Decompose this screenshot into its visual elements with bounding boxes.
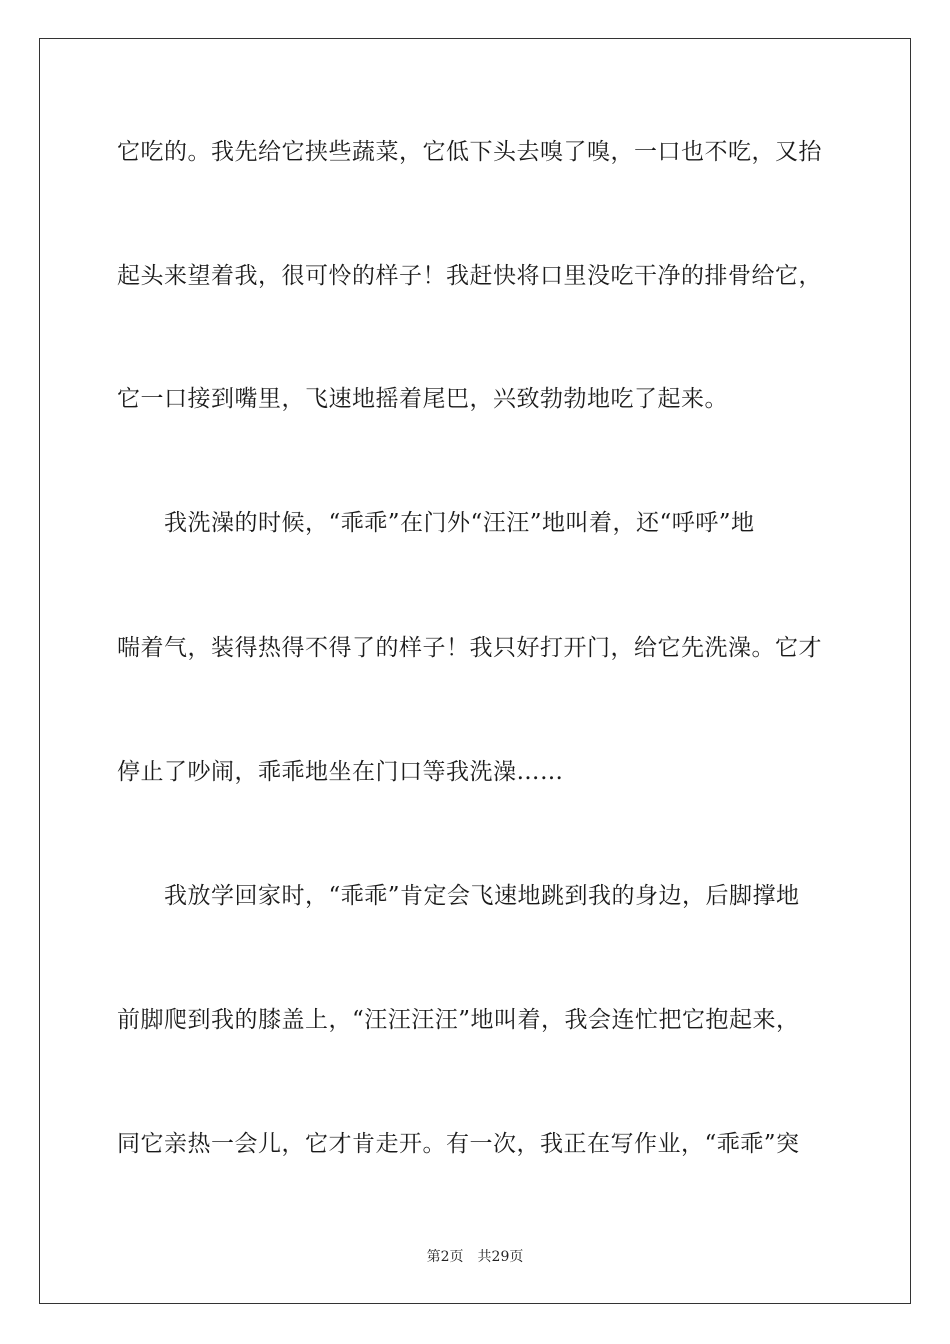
page-total: 共29页 (477, 1249, 524, 1265)
text-line: 前脚爬到我的膝盖上，“汪汪汪汪”地叫着，我会连忙把它抱起来， (117, 1007, 800, 1033)
page-footer (0, 1247, 950, 1267)
page-frame (39, 38, 911, 1304)
text-line: 停止了吵闹，乖乖地坐在门口等我洗澡…… (117, 759, 564, 785)
text-line: 同它亲热一会儿，它才肯走开。有一次，我正在写作业，“乖乖”突 (117, 1131, 800, 1157)
page-number: 第2页 (426, 1249, 464, 1265)
text-line: 我洗澡的时候，“乖乖”在门外“汪汪”地叫着，还“呼呼”地 (117, 510, 755, 536)
text-line: 我放学回家时，“乖乖”肯定会飞速地跳到我的身边，后脚撑地 (117, 883, 800, 909)
text-line: 它吃的。我先给它挟些蔬菜，它低下头去嗅了嗅，一口也不吃，又抬 (117, 139, 822, 165)
text-line: 喘着气，装得热得不得了的样子！我只好打开门，给它先洗澡。它才 (117, 635, 822, 661)
text-line: 它一口接到嘴里，飞速地摇着尾巴，兴致勃勃地吃了起来。 (117, 386, 728, 412)
text-line: 起头来望着我，很可怜的样子！我赶快将口里没吃干净的排骨给它， (117, 263, 822, 289)
